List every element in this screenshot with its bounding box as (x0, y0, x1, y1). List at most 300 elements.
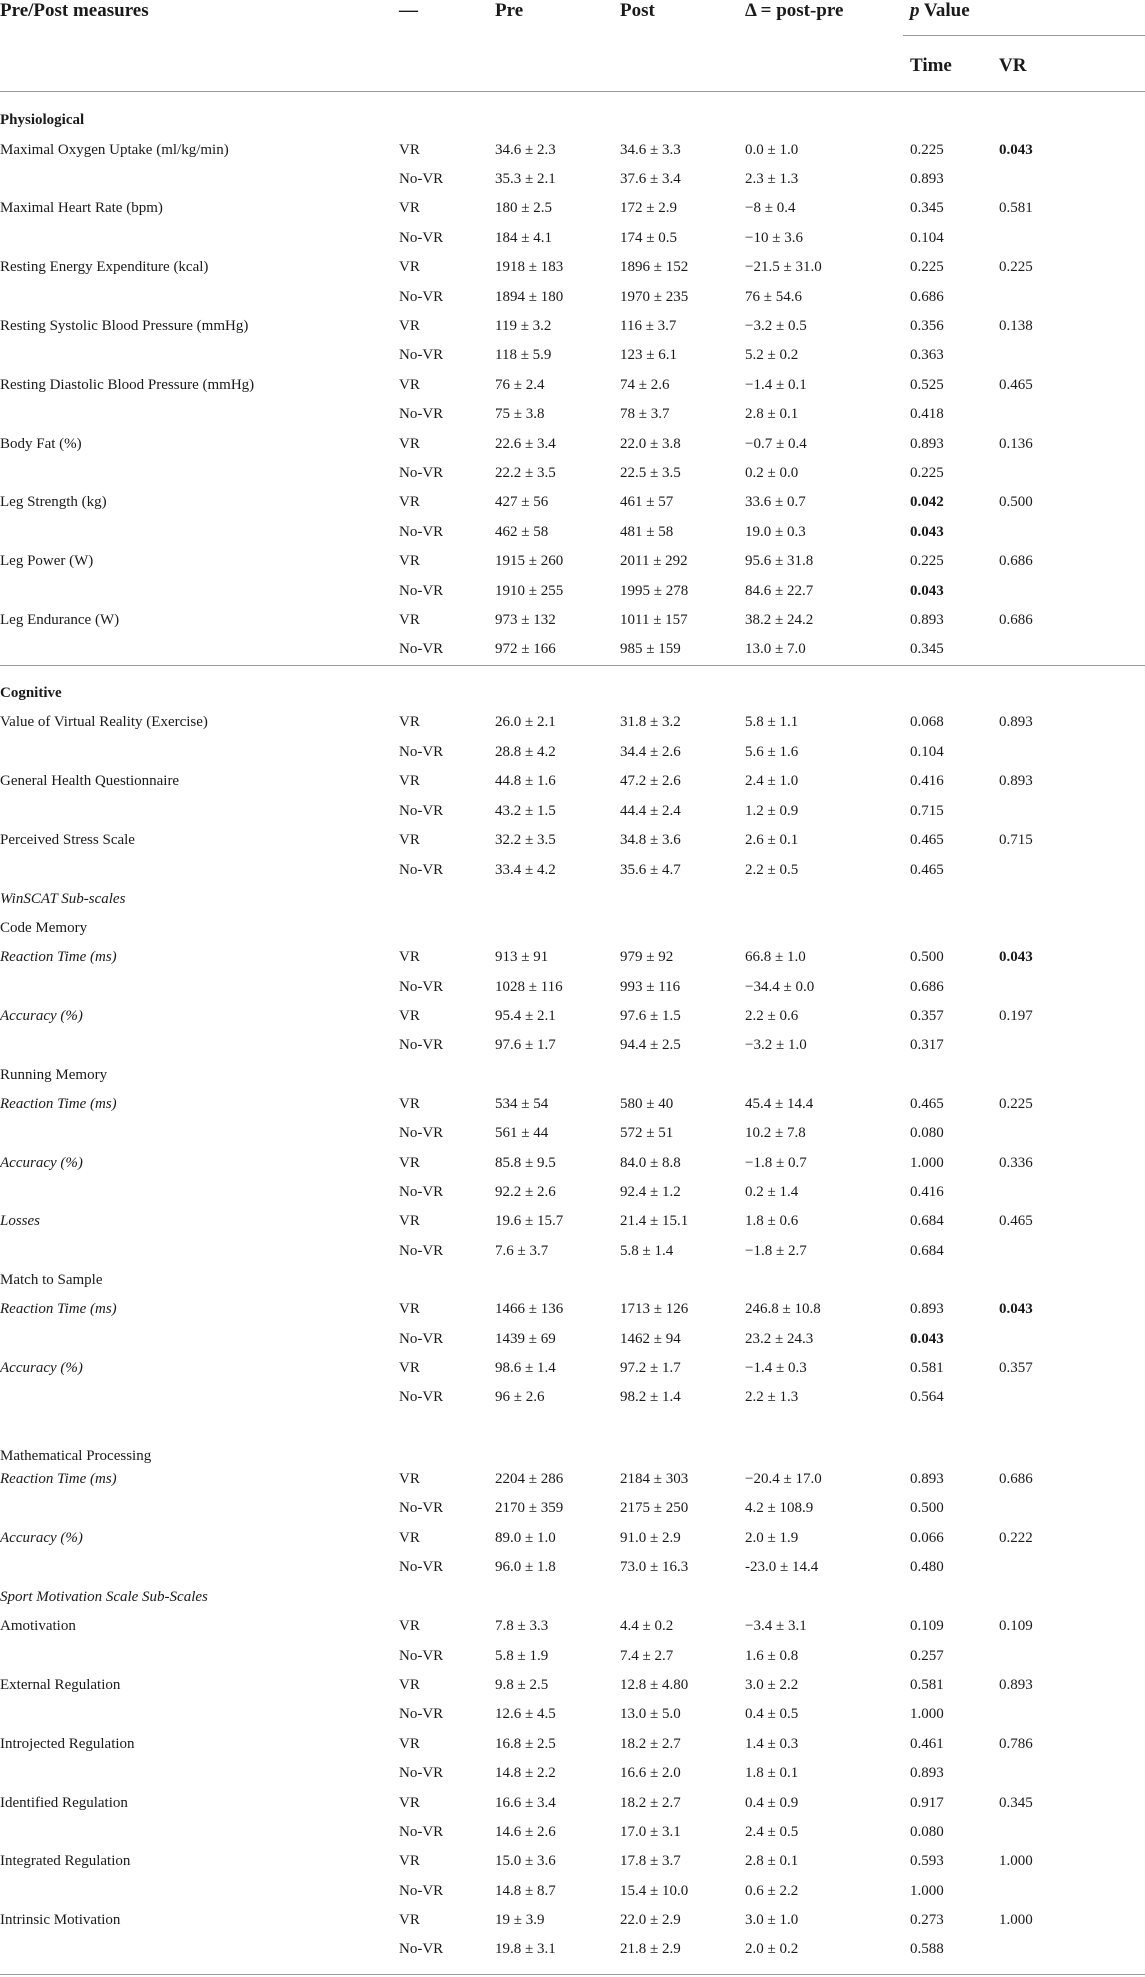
row-post: 22.0 ± 2.9 (620, 1912, 681, 1928)
row-label: Maximal Heart Rate (bpm) (0, 200, 163, 216)
row-p-time: 0.715 (910, 802, 944, 819)
row-p-time: 0.500 (910, 1500, 944, 1516)
row-group: No-VR (399, 1125, 444, 1141)
row-delta: 2.4 ± 1.0 (745, 773, 799, 790)
row-group: No-VR (399, 1941, 444, 1957)
header-group: — (399, 0, 418, 21)
row-p-time: 0.043 (910, 583, 944, 599)
row-pre: 913 ± 91 (495, 949, 549, 965)
row-post: 1462 ± 94 (620, 1331, 681, 1347)
row-p-vr: 0.222 (999, 1530, 1033, 1546)
row-p-time: 0.465 (910, 1096, 944, 1112)
row-group: No-VR (399, 171, 444, 187)
row-pre: 34.6 ± 2.3 (495, 142, 556, 158)
row-p-time: 0.465 (910, 832, 944, 849)
row-p-vr: 0.686 (999, 612, 1033, 628)
row-label: Value of Virtual Reality (Exercise) (0, 714, 208, 731)
row-p-time: 0.893 (910, 171, 944, 187)
row-delta: 4.2 ± 108.9 (745, 1500, 814, 1516)
row-p-time: 0.225 (910, 142, 944, 158)
row-post: 979 ± 92 (620, 949, 674, 965)
row-p-vr: 0.197 (999, 1008, 1033, 1024)
row-delta: 0.4 ± 0.5 (745, 1706, 799, 1722)
row-post: 92.4 ± 1.2 (620, 1184, 681, 1200)
row-pre: 1918 ± 183 (495, 259, 564, 275)
row-p-time: 0.363 (910, 347, 944, 363)
row-delta: 66.8 ± 1.0 (745, 949, 806, 965)
row-post: 1713 ± 126 (620, 1301, 689, 1317)
row-delta: 0.2 ± 1.4 (745, 1184, 799, 1200)
row-group: No-VR (399, 1648, 444, 1664)
row-p-time: 0.225 (910, 553, 944, 569)
row-group: VR (399, 1213, 420, 1229)
row-label: Identified Regulation (0, 1795, 128, 1811)
row-pre: 75 ± 3.8 (495, 406, 545, 422)
row-p-time: 0.581 (910, 1677, 944, 1693)
row-delta: 13.0 ± 7.0 (745, 641, 806, 657)
row-p-time: 0.893 (910, 1301, 944, 1317)
row-p-time: 0.917 (910, 1795, 944, 1811)
row-group: VR (399, 200, 420, 216)
row-pre: 180 ± 2.5 (495, 200, 552, 216)
row-post: 78 ± 3.7 (620, 406, 670, 422)
row-group: No-VR (399, 1184, 444, 1200)
header-p-letter: p (910, 0, 920, 21)
row-label: Accuracy (%) (0, 1155, 83, 1171)
row-group: No-VR (399, 1765, 444, 1781)
header-rule (0, 91, 1145, 92)
row-pre: 33.4 ± 4.2 (495, 861, 556, 878)
row-p-vr: 0.686 (999, 553, 1033, 569)
row-p-time: 1.000 (910, 1706, 944, 1722)
row-post: 13.0 ± 5.0 (620, 1706, 681, 1722)
row-delta: 246.8 ± 10.8 (745, 1301, 821, 1317)
row-delta: 38.2 ± 24.2 (745, 612, 814, 628)
row-label: Leg Power (W) (0, 553, 94, 569)
row-post: 5.8 ± 1.4 (620, 1243, 674, 1259)
row-post: 2184 ± 303 (620, 1471, 689, 1487)
row-group: VR (399, 1155, 420, 1171)
row-post: 34.4 ± 2.6 (620, 743, 681, 760)
row-delta: 23.2 ± 24.3 (745, 1331, 814, 1347)
row-delta: 19.0 ± 0.3 (745, 524, 806, 540)
row-delta: 1.6 ± 0.8 (745, 1648, 799, 1664)
row-pre: 1915 ± 260 (495, 553, 564, 569)
row-p-vr: 0.345 (999, 1795, 1033, 1811)
row-label: Leg Endurance (W) (0, 612, 120, 628)
row-pre: 14.6 ± 2.6 (495, 1824, 556, 1840)
row-label: Reaction Time (ms) (0, 1471, 117, 1487)
row-group: No-VR (399, 1883, 444, 1899)
row-p-vr: 0.043 (999, 949, 1033, 965)
row-p-time: 0.581 (910, 1360, 944, 1376)
row-label: Leg Strength (kg) (0, 494, 107, 510)
row-label: Physiological (0, 112, 85, 128)
row-pre: 5.8 ± 1.9 (495, 1648, 549, 1664)
row-pre: 2170 ± 359 (495, 1500, 564, 1516)
row-group: No-VR (399, 1500, 444, 1516)
row-group: No-VR (399, 641, 444, 657)
row-delta: −1.8 ± 0.7 (745, 1155, 807, 1171)
row-group: VR (399, 553, 420, 569)
row-pre: 184 ± 4.1 (495, 230, 552, 246)
row-p-vr: 0.893 (999, 1677, 1033, 1693)
row-p-vr: 0.043 (999, 1301, 1033, 1317)
row-post: 37.6 ± 3.4 (620, 171, 681, 187)
row-p-time: 0.564 (910, 1389, 944, 1405)
row-label: Perceived Stress Scale (0, 832, 135, 849)
row-post: 481 ± 58 (620, 524, 674, 540)
row-label: Maximal Oxygen Uptake (ml/kg/min) (0, 142, 229, 158)
row-label: Integrated Regulation (0, 1853, 131, 1869)
row-delta: 76 ± 54.6 (745, 289, 802, 305)
row-group: No-VR (399, 1824, 444, 1840)
row-pre: 118 ± 5.9 (495, 347, 552, 363)
row-post: 461 ± 57 (620, 494, 674, 510)
row-p-time: 0.893 (910, 1471, 944, 1487)
row-pre: 1028 ± 116 (495, 979, 563, 995)
row-post: 1896 ± 152 (620, 259, 689, 275)
row-delta: 5.8 ± 1.1 (745, 714, 799, 731)
row-post: 17.0 ± 3.1 (620, 1824, 681, 1840)
row-p-time: 0.461 (910, 1736, 944, 1752)
row-pre: 89.0 ± 1.0 (495, 1530, 556, 1546)
row-group: No-VR (399, 465, 444, 481)
row-pre: 98.6 ± 1.4 (495, 1360, 556, 1376)
row-group: No-VR (399, 406, 444, 422)
row-post: 15.4 ± 10.0 (620, 1883, 689, 1899)
row-pre: 43.2 ± 1.5 (495, 802, 556, 819)
row-p-time: 0.593 (910, 1853, 944, 1869)
row-label: Sport Motivation Scale Sub-Scales (0, 1589, 208, 1605)
row-group: No-VR (399, 289, 444, 305)
row-post: 2011 ± 292 (620, 553, 688, 569)
row-p-vr: 1.000 (999, 1853, 1033, 1869)
row-post: 34.6 ± 3.3 (620, 142, 681, 158)
row-post: 572 ± 51 (620, 1125, 674, 1141)
row-pre: 7.6 ± 3.7 (495, 1243, 549, 1259)
row-delta: −34.4 ± 0.0 (745, 979, 815, 995)
row-group: VR (399, 494, 420, 510)
row-post: 98.2 ± 1.4 (620, 1389, 681, 1405)
row-pre: 972 ± 166 (495, 641, 556, 657)
row-delta: −21.5 ± 31.0 (745, 259, 822, 275)
row-p-vr: 1.000 (999, 1912, 1033, 1928)
row-p-vr: 0.336 (999, 1155, 1033, 1171)
row-pre: 462 ± 58 (495, 524, 549, 540)
row-delta: 2.8 ± 0.1 (745, 406, 799, 422)
row-group: No-VR (399, 583, 444, 599)
row-label: External Regulation (0, 1677, 121, 1693)
row-group: No-VR (399, 230, 444, 246)
row-group: VR (399, 1301, 420, 1317)
row-p-time: 0.525 (910, 377, 944, 393)
row-post: 580 ± 40 (620, 1096, 674, 1112)
row-pre: 19.8 ± 3.1 (495, 1941, 556, 1957)
row-pre: 76 ± 2.4 (495, 377, 545, 393)
row-p-time: 0.317 (910, 1037, 944, 1053)
row-post: 174 ± 0.5 (620, 230, 677, 246)
header-pre: Pre (495, 0, 524, 21)
row-group: No-VR (399, 524, 444, 540)
row-delta: −20.4 ± 17.0 (745, 1471, 822, 1487)
row-p-time: 0.080 (910, 1125, 944, 1141)
row-group: VR (399, 142, 420, 158)
row-post: 22.5 ± 3.5 (620, 465, 681, 481)
row-pre: 15.0 ± 3.6 (495, 1853, 556, 1869)
row-p-time: 0.109 (910, 1618, 944, 1634)
row-delta: −3.4 ± 3.1 (745, 1618, 807, 1634)
row-pre: 119 ± 3.2 (495, 318, 552, 334)
row-p-time: 1.000 (910, 1155, 944, 1171)
row-pre: 1466 ± 136 (495, 1301, 564, 1317)
row-p-time: 0.500 (910, 949, 944, 965)
row-delta: −1.4 ± 0.1 (745, 377, 807, 393)
row-group: VR (399, 318, 420, 334)
row-pre: 92.2 ± 2.6 (495, 1184, 556, 1200)
row-group: No-VR (399, 1331, 444, 1347)
row-group: VR (399, 436, 420, 452)
row-delta: 2.0 ± 1.9 (745, 1530, 799, 1546)
row-delta: 0.4 ± 0.9 (745, 1795, 799, 1811)
row-p-time: 0.684 (910, 1243, 944, 1259)
row-p-time: 0.042 (910, 494, 944, 510)
row-label: Amotivation (0, 1618, 76, 1634)
row-pre: 561 ± 44 (495, 1125, 549, 1141)
row-p-time: 0.225 (910, 259, 944, 275)
row-p-vr: 0.581 (999, 200, 1033, 216)
row-p-time: 0.068 (910, 714, 944, 731)
row-group: VR (399, 1096, 420, 1112)
row-label: Body Fat (%) (0, 436, 82, 452)
row-group: No-VR (399, 1389, 444, 1405)
row-pre: 1894 ± 180 (495, 289, 564, 305)
row-p-time: 0.893 (910, 612, 944, 628)
row-label: Accuracy (%) (0, 1008, 83, 1024)
row-p-vr: 0.225 (999, 1096, 1033, 1112)
row-group: VR (399, 1471, 420, 1487)
row-p-vr: 0.138 (999, 318, 1033, 334)
row-post: 2175 ± 250 (620, 1500, 689, 1516)
row-post: 1995 ± 278 (620, 583, 689, 599)
row-pre: 1910 ± 255 (495, 583, 564, 599)
row-p-time: 0.465 (910, 861, 944, 878)
row-p-time: 0.416 (910, 773, 944, 790)
row-group: No-VR (399, 861, 444, 878)
row-delta: −1.4 ± 0.3 (745, 1360, 807, 1376)
row-p-time: 0.257 (910, 1648, 944, 1664)
row-pre: 534 ± 54 (495, 1096, 549, 1112)
row-delta: −8 ± 0.4 (745, 200, 796, 216)
row-group: VR (399, 377, 420, 393)
row-pre: 97.6 ± 1.7 (495, 1037, 556, 1053)
row-post: 22.0 ± 3.8 (620, 436, 681, 452)
row-group: VR (399, 832, 420, 849)
row-p-vr: 0.893 (999, 714, 1033, 731)
row-p-time: 0.066 (910, 1530, 944, 1546)
row-delta: 3.0 ± 2.2 (745, 1677, 799, 1693)
row-group: VR (399, 1677, 420, 1693)
row-delta: 2.2 ± 0.5 (745, 861, 799, 878)
row-delta: 33.6 ± 0.7 (745, 494, 806, 510)
row-p-vr: 0.786 (999, 1736, 1033, 1752)
row-pre: 85.8 ± 9.5 (495, 1155, 556, 1171)
row-post: 1011 ± 157 (620, 612, 688, 628)
row-pre: 2204 ± 286 (495, 1471, 564, 1487)
row-delta: −1.8 ± 2.7 (745, 1243, 807, 1259)
row-label: Resting Energy Expenditure (kcal) (0, 259, 209, 275)
bottom-rule (0, 1974, 1145, 1975)
row-group: VR (399, 612, 420, 628)
header-time: Time (910, 55, 952, 76)
row-group: No-VR (399, 743, 444, 760)
row-pre: 32.2 ± 3.5 (495, 832, 556, 849)
row-delta: 1.2 ± 0.9 (745, 802, 799, 819)
row-label: Running Memory (0, 1067, 108, 1083)
row-pre: 19.6 ± 15.7 (495, 1213, 564, 1229)
row-p-time: 0.686 (910, 289, 944, 305)
row-post: 94.4 ± 2.5 (620, 1037, 681, 1053)
header-measure: Pre/Post measures (0, 0, 149, 21)
row-post: 74 ± 2.6 (620, 377, 670, 393)
row-p-time: 0.686 (910, 979, 944, 995)
row-group: No-VR (399, 802, 444, 819)
row-label: Reaction Time (ms) (0, 1096, 117, 1112)
row-delta: 2.2 ± 0.6 (745, 1008, 799, 1024)
row-post: 116 ± 3.7 (620, 318, 677, 334)
row-label: Introjected Regulation (0, 1736, 135, 1752)
row-post: 97.2 ± 1.7 (620, 1360, 681, 1376)
row-p-time: 0.345 (910, 200, 944, 216)
row-p-time: 0.043 (910, 1331, 944, 1347)
row-p-vr: 0.465 (999, 1213, 1033, 1229)
row-post: 16.6 ± 2.0 (620, 1765, 681, 1781)
row-p-time: 0.043 (910, 524, 944, 540)
row-label: Mathematical Processing (0, 1448, 152, 1464)
row-label: Resting Systolic Blood Pressure (mmHg) (0, 318, 249, 334)
row-pre: 14.8 ± 2.2 (495, 1765, 556, 1781)
row-delta: −3.2 ± 0.5 (745, 318, 807, 334)
row-post: 18.2 ± 2.7 (620, 1795, 681, 1811)
row-post: 4.4 ± 0.2 (620, 1618, 674, 1634)
row-pre: 12.6 ± 4.5 (495, 1706, 556, 1722)
row-group: No-VR (399, 1037, 444, 1053)
row-group: No-VR (399, 979, 444, 995)
row-p-vr: 0.500 (999, 494, 1033, 510)
row-p-time: 0.418 (910, 406, 944, 422)
header-delta: Δ = post-pre (745, 0, 844, 21)
row-p-time: 1.000 (910, 1883, 944, 1899)
row-post: 12.8 ± 4.80 (620, 1677, 689, 1693)
row-delta: 2.6 ± 0.1 (745, 832, 799, 849)
row-pre: 427 ± 56 (495, 494, 549, 510)
header-p-value (910, 0, 970, 22)
row-pre: 16.6 ± 3.4 (495, 1795, 556, 1811)
row-label: Match to Sample (0, 1272, 103, 1288)
row-post: 993 ± 116 (620, 979, 681, 995)
row-delta: 84.6 ± 22.7 (745, 583, 814, 599)
row-delta: 45.4 ± 14.4 (745, 1096, 814, 1112)
row-post: 34.8 ± 3.6 (620, 832, 681, 849)
row-post: 44.4 ± 2.4 (620, 802, 681, 819)
row-p-vr: 0.686 (999, 1471, 1033, 1487)
row-group: No-VR (399, 1559, 444, 1575)
row-group: VR (399, 1618, 420, 1634)
row-delta: 2.0 ± 0.2 (745, 1941, 799, 1957)
row-delta: 3.0 ± 1.0 (745, 1912, 799, 1928)
row-group: VR (399, 1795, 420, 1811)
row-pre: 44.8 ± 1.6 (495, 773, 556, 790)
header-subrule (903, 35, 1145, 36)
row-delta: 2.3 ± 1.3 (745, 171, 799, 187)
row-post: 84.0 ± 8.8 (620, 1155, 681, 1171)
row-post: 123 ± 6.1 (620, 347, 677, 363)
row-pre: 16.8 ± 2.5 (495, 1736, 556, 1752)
row-delta: 5.2 ± 0.2 (745, 347, 799, 363)
row-pre: 7.8 ± 3.3 (495, 1618, 549, 1634)
row-p-vr: 0.136 (999, 436, 1033, 452)
row-delta: 0.0 ± 1.0 (745, 142, 799, 158)
row-label: General Health Questionnaire (0, 773, 180, 790)
row-post: 1970 ± 235 (620, 289, 689, 305)
row-group: No-VR (399, 347, 444, 363)
row-delta: 2.8 ± 0.1 (745, 1853, 799, 1869)
row-delta: 1.4 ± 0.3 (745, 1736, 799, 1752)
header-post: Post (620, 0, 655, 21)
row-group: VR (399, 259, 420, 275)
row-p-time: 0.893 (910, 436, 944, 452)
row-post: 18.2 ± 2.7 (620, 1736, 681, 1752)
row-pre: 22.2 ± 3.5 (495, 465, 556, 481)
row-pre: 22.6 ± 3.4 (495, 436, 556, 452)
header-vr: VR (999, 55, 1027, 76)
row-group: VR (399, 1912, 420, 1928)
row-post: 31.8 ± 3.2 (620, 714, 681, 731)
row-p-time: 0.893 (910, 1765, 944, 1781)
row-pre: 973 ± 132 (495, 612, 556, 628)
row-p-time: 0.356 (910, 318, 944, 334)
row-pre: 96.0 ± 1.8 (495, 1559, 556, 1575)
row-post: 985 ± 159 (620, 641, 681, 657)
row-group: VR (399, 1360, 420, 1376)
row-p-vr: 0.109 (999, 1618, 1033, 1634)
row-post: 172 ± 2.9 (620, 200, 677, 216)
row-pre: 9.8 ± 2.5 (495, 1677, 549, 1693)
row-delta: -23.0 ± 14.4 (745, 1559, 819, 1575)
row-group: VR (399, 949, 420, 965)
row-label: Accuracy (%) (0, 1360, 83, 1376)
row-group: VR (399, 1530, 420, 1546)
row-p-time: 0.480 (910, 1559, 944, 1575)
section-divider (0, 665, 1145, 666)
row-p-time: 0.225 (910, 465, 944, 481)
row-p-vr: 0.357 (999, 1360, 1033, 1376)
row-delta: −0.7 ± 0.4 (745, 436, 807, 452)
row-post: 97.6 ± 1.5 (620, 1008, 681, 1024)
row-p-time: 0.416 (910, 1184, 944, 1200)
row-p-vr: 0.715 (999, 832, 1033, 849)
row-label: Intrinsic Motivation (0, 1912, 121, 1928)
row-p-vr: 0.225 (999, 259, 1033, 275)
row-p-time: 0.684 (910, 1213, 944, 1229)
row-p-time: 0.080 (910, 1824, 944, 1840)
row-delta: 0.6 ± 2.2 (745, 1883, 799, 1899)
row-p-vr: 0.043 (999, 142, 1033, 158)
row-label: Code Memory (0, 920, 88, 936)
row-group: VR (399, 773, 420, 790)
row-label: Reaction Time (ms) (0, 949, 117, 965)
row-p-time: 0.273 (910, 1912, 944, 1928)
